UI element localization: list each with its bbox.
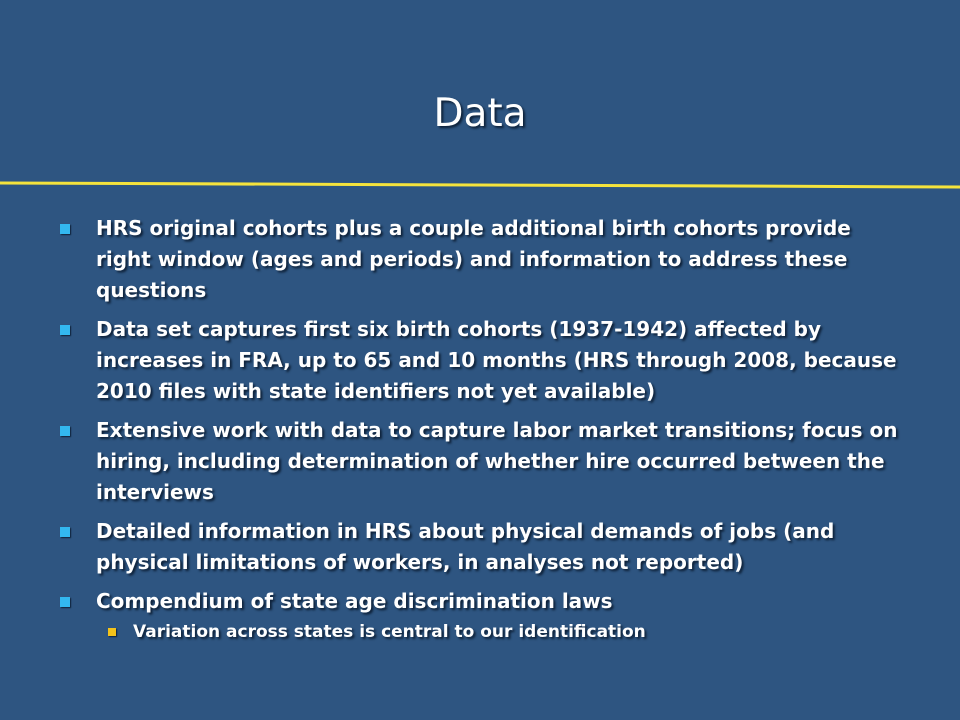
square-sub-bullet-icon <box>108 628 116 636</box>
bullet-item <box>60 314 910 407</box>
bullet-text: Data set captures first six birth cohorts (1937-1942) affected by increases in FRA, up to 65 and 10 months (HRS through 2008, because 2010 files with state identifiers not yet available) <box>96 317 897 403</box>
bullet-text: Detailed information in HRS about physical demands of jobs (and physical limitations of workers, in analyses not reported) <box>96 519 835 574</box>
bullet-text: HRS original cohorts plus a couple additional birth cohorts provide right window (ages and periods) and information to address these questions <box>96 216 851 302</box>
bullet-item <box>60 415 910 508</box>
bullet-text: Compendium of state age discrimination laws <box>96 589 613 613</box>
sub-bullet-text: Variation across states is central to our identification <box>133 622 646 642</box>
square-bullet-icon <box>60 527 70 537</box>
sub-bullet-item <box>108 619 910 645</box>
bullet-list <box>60 213 910 653</box>
title-divider-line <box>0 178 960 192</box>
square-bullet-icon <box>60 426 70 436</box>
bullet-item <box>60 586 910 645</box>
bullet-item <box>60 213 910 306</box>
slide-title: Data <box>433 91 527 136</box>
bullet-text: Extensive work with data to capture labor market transitions; focus on hiring, including determination of whether hire occurred between the interviews <box>96 418 898 504</box>
bullet-item <box>60 516 910 578</box>
square-bullet-icon <box>60 224 70 234</box>
square-bullet-icon <box>60 597 70 607</box>
square-bullet-icon <box>60 325 70 335</box>
